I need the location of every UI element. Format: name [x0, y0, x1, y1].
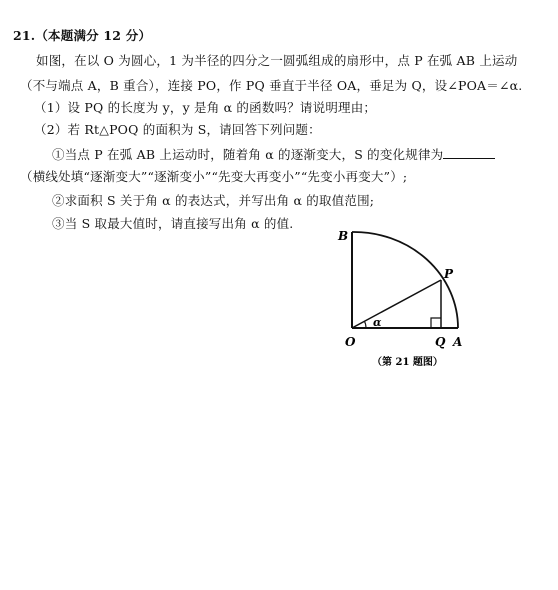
segment-OP [352, 280, 441, 328]
figure-caption: （第 21 题图） [372, 357, 443, 368]
label-A: A [453, 335, 463, 349]
sub-question-1-text: ①当点 P 在弧 AB 上运动时，随着角 α 的逐渐变大，S 的变化规律为 [52, 147, 444, 162]
label-O: O [345, 335, 356, 349]
sub-question-1-note: （横线处填“逐渐变大”“逐渐变小”“先变大再变小”“先变小再变大”）; [20, 169, 408, 184]
label-alpha: α [373, 316, 382, 329]
right-angle-marker [431, 318, 441, 328]
label-B: B [338, 229, 349, 243]
arc-AB [352, 232, 458, 328]
intro-line-2: （不与端点 A，B 重合），连接 PO，作 PQ 垂直于半径 OA，垂足为 Q，设∠POA＝∠α. [20, 78, 523, 93]
label-Q: Q [435, 335, 446, 349]
sub-question-3: ③当 S 取最大值时，请直接写出角 α 的值. [52, 216, 294, 231]
part-2: （2）若 Rt△POQ 的面积为 S，请回答下列问题： [34, 122, 321, 137]
problem-number: 21. [13, 28, 36, 43]
score-note: （本题满分 12 分） [35, 28, 152, 43]
label-P: P [444, 267, 454, 281]
intro-line-1: 如图，在以 O 为圆心，1 为半径的四分之一圆弧组成的扇形中，点 P 在弧 AB 上运动 [36, 53, 518, 68]
part-1: （1）设 PQ 的长度为 y，y 是角 α 的函数吗？请说明理由； [34, 100, 377, 115]
sub-question-2: ②求面积 S 关于角 α 的表达式，并写出角 α 的取值范围; [52, 193, 375, 208]
